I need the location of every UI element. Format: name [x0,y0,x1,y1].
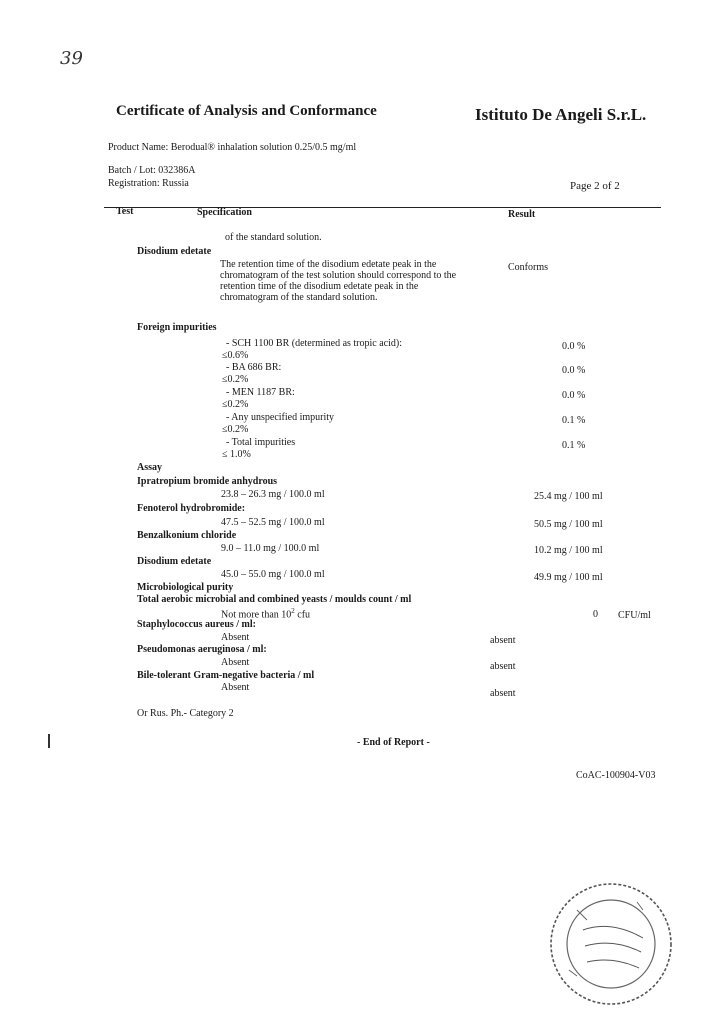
column-result: Result [508,209,536,220]
assay-spec: 45.0 – 55.0 mg / 100.0 ml [221,569,325,580]
tamc-spec-exponent: 2 [291,607,295,615]
impurity-name: - Any unspecified impurity [226,412,335,423]
column-test: Test [116,206,134,217]
assay-spec: 47.5 – 52.5 mg / 100.0 ml [221,517,325,528]
micro-spec: Absent [221,657,250,668]
micro-test-name: Bile-tolerant Gram-negative bacteria / ml [137,670,315,681]
impurity-limit: ≤0.2% [222,374,249,385]
micro-spec: Absent [221,682,250,693]
test-tamc: Total aerobic microbial and combined yeasts / moulds count / ml [137,594,412,605]
tamc-spec-prefix: Not more than 10 [221,609,292,621]
test-assay: Assay [137,462,163,473]
product-name: Product Name: Berodual® inhalation solution 0.25/0.5 mg/ml [108,142,357,153]
result-tamc-value: 0 [593,609,598,620]
assay-result: 25.4 mg / 100 ml [534,491,603,502]
assay-name: Disodium edetate [137,556,212,567]
micro-test-name: Staphylococcus aureus / ml: [137,619,256,630]
assay-result: 50.5 mg / 100 ml [534,519,603,530]
micro-spec: Absent [221,632,250,643]
impurity-limit: ≤0.2% [222,424,249,435]
assay-result: 49.9 mg / 100 ml [534,572,603,583]
continuation-text: of the standard solution. [225,232,322,243]
micro-result: absent [490,635,516,646]
assay-name: Fenoterol hydrobromide: [137,503,246,514]
impurity-limit: ≤0.6% [222,350,249,361]
tamc-spec-suffix: cfu [294,609,311,621]
impurity-name: - MEN 1187 BR: [226,387,295,398]
impurity-result: 0.1 % [562,440,586,451]
assay-spec: 9.0 – 11.0 mg / 100.0 ml [221,543,320,554]
micro-test-name: Pseudomonas aeruginosa / ml: [137,644,267,655]
handwritten-page-number: 39 [60,48,83,69]
batch-lot [108,165,196,176]
impurity-name: - Total impurities [226,437,296,448]
impurity-result: 0.1 % [562,415,586,426]
round-stamp-icon [547,880,675,1008]
impurity-limit: ≤0.2% [222,399,249,410]
batch-label: Batch / Lot: [108,165,156,176]
impurity-name: - BA 686 BR: [226,362,282,373]
impurity-result: 0.0 % [562,341,586,352]
batch-value: 032386A [158,165,196,176]
test-foreign-impurities: Foreign impurities [137,322,217,333]
impurity-name: - SCH 1100 BR (determined as tropic acid): [226,338,402,349]
header-rule [104,207,661,208]
document-title: Certificate of Analysis and Conformance [116,103,377,119]
impurity-result: 0.0 % [562,365,586,376]
category-note: Or Rus. Ph.- Category 2 [137,708,234,719]
assay-spec: 23.8 – 26.3 mg / 100.0 ml [221,489,325,500]
result-disodium-edetate: Conforms [508,262,548,273]
assay-name: Benzalkonium chloride [137,530,237,541]
test-disodium-edetate: Disodium edetate [137,246,212,257]
impurity-result: 0.0 % [562,390,586,401]
column-specification: Specification [197,207,252,218]
scan-mark [48,734,50,748]
document-code: CoAC-100904-V03 [576,770,656,781]
spec-disodium-edetate: The retention time of the disodium edetate peak in the chromatogram of the test solution should correspond to the retention time of the disodium edetate peak in the chromatogram of the standard solution. [220,259,457,303]
assay-result: 10.2 mg / 100 ml [534,545,603,556]
impurity-limit: ≤ 1.0% [222,449,251,460]
registration: Registration: Russia [108,178,189,189]
page-indicator: Page 2 of 2 [570,180,620,192]
assay-name: Ipratropium bromide anhydrous [137,476,278,487]
micro-result: absent [490,661,516,672]
test-microbiological-purity: Microbiological purity [137,582,234,593]
result-tamc-unit: CFU/ml [618,610,651,621]
company-name: Istituto De Angeli S.r.L. [475,105,647,124]
end-of-report: - End of Report - [357,737,430,748]
micro-result: absent [490,688,516,699]
